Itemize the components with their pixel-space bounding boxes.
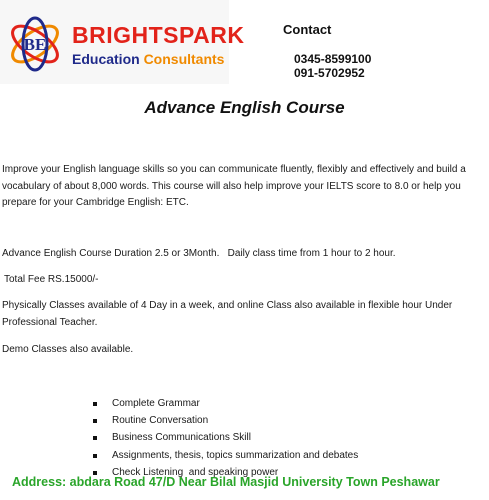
list-item (92, 429, 358, 446)
duration-paragraph: Advance English Course Duration 2.5 or 3Month. Daily class time from 1 hour to 2 hour. (2, 248, 396, 259)
logo-swirl-icon (4, 6, 66, 78)
bullet-icon (93, 454, 97, 458)
feature-list (92, 395, 358, 481)
logo-initials: BE (23, 35, 47, 54)
phone-number-2: 091-5702952 (294, 66, 365, 80)
bullet-icon (93, 436, 97, 440)
address-line: Address: abdara Road 47/D Near Bilal Masjid University Town Peshawar (12, 475, 440, 489)
feature-label: Business Communications Skill (112, 432, 251, 444)
brand-tagline-word1: Education (72, 51, 140, 67)
feature-label: Complete Grammar (112, 398, 200, 409)
page-title: Advance English Course (144, 98, 345, 117)
contact-heading: Contact (283, 22, 332, 37)
feature-label: Check Listening and speaking power (112, 466, 279, 478)
classes-paragraph: Physically Classes available of 4 Day in a week, and online Class also available in flexible hour Under Professional Teacher. (2, 300, 453, 328)
brand-tagline (72, 51, 224, 67)
list-item (92, 447, 358, 464)
brand-tagline-word2: Consultants (143, 51, 225, 67)
list-item (92, 412, 358, 429)
bullet-icon (93, 402, 97, 406)
bullet-icon (93, 419, 97, 423)
feature-label: Assignments, thesis, topics summarization and debates (112, 449, 359, 461)
brand-logo (0, 0, 245, 84)
intro-paragraph: Improve your English language skills so you can communicate fluently, flexibly and effectively and build a vocabulary of about 8,000 words. This course will also help improve your IELTS score to 8.0 or help you prepare for your Cambridge English: ETC. (2, 164, 466, 208)
phone-number-1: 0345-8599100 (294, 52, 372, 66)
feature-label: Routine Conversation (112, 415, 209, 427)
brand-name: BRIGHTSPARK (72, 22, 245, 48)
demo-paragraph: Demo Classes also available. (2, 344, 134, 355)
list-item (92, 395, 358, 412)
fee-paragraph: Total Fee RS.15000/- (4, 274, 99, 285)
